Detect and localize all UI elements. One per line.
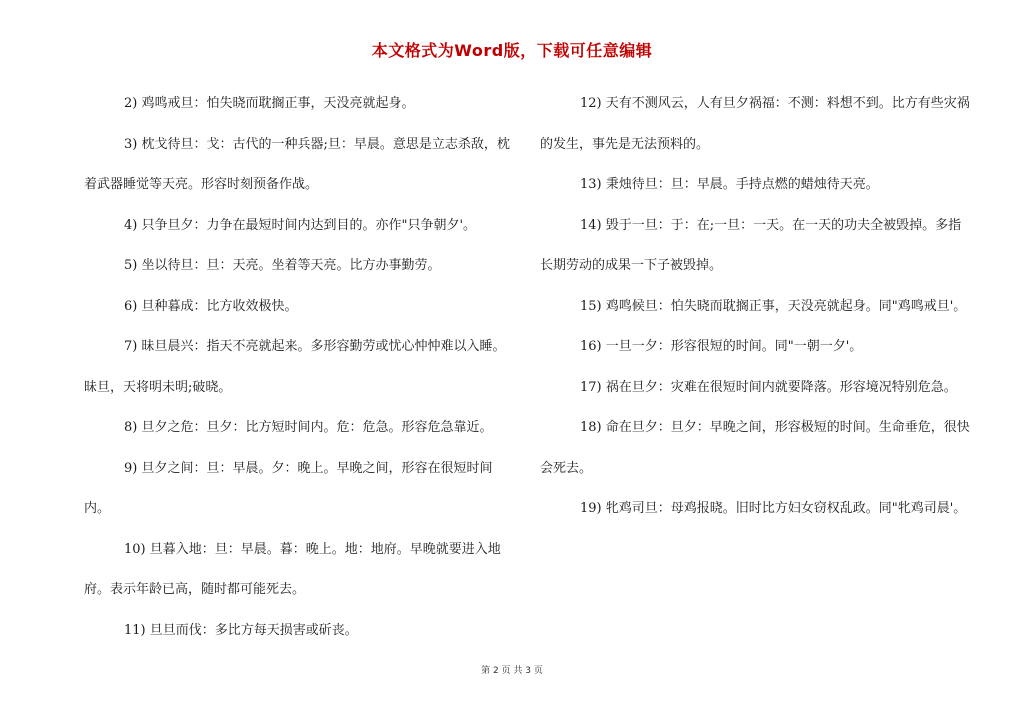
entry-item: 9) 旦夕之间：旦：早晨。夕：晚上。早晚之间，形容在很短时间内。: [84, 460, 493, 516]
entry-item: 12) 天有不测风云，人有旦夕祸福：不测：料想不到。比方有些灾祸的发生，事先是无法预料的。: [540, 96, 970, 152]
entry-item: 7) 昧旦晨兴：指天不亮就起来。多形容勤劳或忧心忡忡难以入睡。昧旦，天将明未明;破晓。: [84, 339, 506, 395]
entry-item: 15) 鸡鸣候旦：怕失晓而耽搁正事，天没亮就起身。同"鸡鸣戒旦'。: [580, 298, 967, 314]
entry-item: 5) 坐以待旦：旦：天亮。坐着等天亮。比方办事勤劳。: [124, 258, 441, 273]
entry-item: 17) 祸在旦夕：灾难在很短时间内就要降落。形容境况特别危急。: [580, 379, 957, 395]
entry-item: 18) 命在旦夕：旦夕：早晚之间，形容极短的时间。生命垂危，很快会死去。: [540, 420, 970, 476]
entry-item: 13) 秉烛待旦：旦：早晨。手持点燃的蜡烛待天亮。: [580, 177, 879, 192]
entry-item: 2) 鸡鸣戒旦：怕失晓而耽搁正事，天没亮就起身。: [124, 96, 415, 111]
entry-item: 3) 枕戈待旦：戈：古代的一种兵器;旦：早晨。意思是立志杀敌，枕着武器睡觉等天亮。形容时刻预备作战。: [84, 136, 510, 192]
page-number-footer: 第 2 页 共 3 页: [481, 666, 543, 676]
entry-item: 16) 一旦一夕：形容很短的时间。同"一朝一夕'。: [580, 339, 863, 354]
right-column: [540, 84, 970, 530]
entry-item: 10) 旦暮入地：旦：早晨。暮：晚上。地：地府。早晚就要进入地府。表示年龄已高，随时都可能死去。: [84, 541, 501, 597]
document-header-title: 本文格式为Word版，下载可任意编辑: [371, 41, 653, 60]
entry-item: 11) 旦旦而伐：多比方每天损害或斫丧。: [124, 622, 358, 638]
entry-item: 6) 旦种暮成：比方收效极快。: [124, 298, 298, 314]
entry-item: 19) 牝鸡司旦：母鸡报晓。旧时比方妇女窃权乱政。同"牝鸡司晨'。: [580, 501, 967, 516]
entry-item: 14) 毁于一旦：于：在;一旦：一天。在一天的功夫全被毁掉。多指长期劳动的成果一下子被毁掉。: [540, 217, 962, 273]
entry-item: 4) 只争旦夕：力争在最短时间内达到目的。亦作"只争朝夕'。: [124, 217, 477, 233]
left-column: [84, 84, 514, 651]
entry-item: 8) 旦夕之危：旦夕：比方短时间内。危：危急。形容危急靠近。: [124, 420, 493, 435]
